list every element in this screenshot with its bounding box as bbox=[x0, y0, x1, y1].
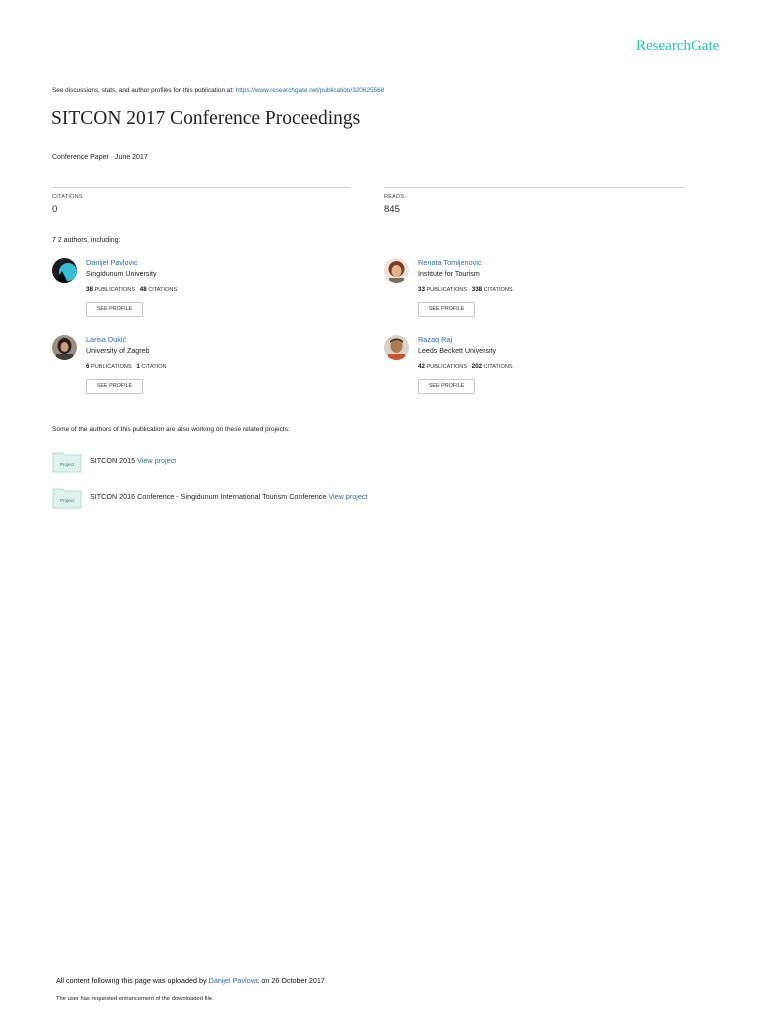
reads-divider bbox=[384, 187, 684, 188]
discussion-line bbox=[52, 87, 384, 94]
upload-note bbox=[56, 976, 327, 985]
author-stats bbox=[418, 286, 513, 293]
project-item bbox=[52, 451, 652, 475]
citations-label: CITATIONS bbox=[148, 287, 178, 293]
see-profile-button[interactable]: SEE PROFILE bbox=[86, 302, 143, 317]
citations-count: 338 bbox=[471, 286, 483, 293]
authors-heading: 7 2 authors, including: bbox=[52, 237, 121, 244]
author-institution: Leeds Beckett University bbox=[418, 347, 497, 355]
publications-count: 33 bbox=[418, 286, 425, 293]
author-stats bbox=[86, 363, 167, 370]
publications-count: 38 bbox=[86, 286, 93, 293]
citations-count: 202 bbox=[471, 363, 483, 370]
view-project-link[interactable]: View project bbox=[328, 492, 368, 501]
upload-prefix: All content following this page was uploaded by bbox=[56, 976, 207, 985]
publications-label: PUBLICATIONS bbox=[426, 364, 468, 370]
author-institution: Institute for Tourism bbox=[418, 270, 480, 278]
project-folder-icon bbox=[52, 451, 82, 473]
author-card bbox=[384, 335, 644, 397]
avatar[interactable] bbox=[52, 258, 77, 283]
citations-label: CITATION bbox=[141, 364, 167, 370]
project-item bbox=[52, 487, 652, 511]
citations-label: CITATIONS bbox=[483, 364, 513, 370]
avatar[interactable] bbox=[384, 335, 409, 360]
project-text bbox=[90, 456, 176, 465]
publication-link[interactable]: https://www.researchgate.net/publication/320625568 bbox=[235, 87, 385, 94]
publications-label: PUBLICATIONS bbox=[91, 364, 132, 370]
citations-count: 1 bbox=[136, 363, 140, 370]
uploader-link[interactable]: Danijel Pavlovic bbox=[208, 976, 260, 985]
project-folder-icon bbox=[52, 487, 82, 509]
avatar[interactable] bbox=[52, 335, 77, 360]
researchgate-logo[interactable]: ResearchGate bbox=[636, 38, 720, 54]
discussion-prefix: See discussions, stats, and author profiles for this publication at: bbox=[52, 87, 234, 94]
author-name[interactable]: Razaq Raj bbox=[418, 335, 453, 344]
citations-divider bbox=[52, 187, 350, 188]
author-stats bbox=[86, 286, 177, 293]
author-card bbox=[52, 258, 312, 320]
citations-count: 48 bbox=[139, 286, 147, 293]
publications-count: 42 bbox=[418, 363, 425, 370]
author-institution: University of Zagreb bbox=[86, 347, 150, 355]
project-icon-label: Project bbox=[59, 462, 75, 467]
citations-label: CITATIONS bbox=[52, 194, 83, 200]
see-profile-button[interactable]: SEE PROFILE bbox=[418, 302, 475, 317]
enhancement-note: The user has requested enhancement of the downloaded file. bbox=[56, 996, 214, 1002]
citations-label: CITATIONS bbox=[483, 287, 513, 293]
project-name: SITCON 2016 Conference - Singidunum International Tourism Conference bbox=[90, 492, 327, 501]
citations-count: 0 bbox=[52, 204, 58, 215]
publications-count: 6 bbox=[86, 363, 90, 370]
publications-label: PUBLICATIONS bbox=[94, 287, 136, 293]
reads-count: 845 bbox=[384, 204, 400, 215]
author-name[interactable]: Renata Tomljenovic bbox=[418, 258, 482, 267]
page-title: SITCON 2017 Conference Proceedings bbox=[51, 108, 361, 129]
author-institution: Singidunum University bbox=[86, 270, 157, 278]
see-profile-button[interactable]: SEE PROFILE bbox=[86, 379, 143, 394]
author-card bbox=[384, 258, 644, 320]
upload-suffix: on 26 October 2017. bbox=[261, 976, 327, 985]
author-name[interactable]: Larisa Dukić bbox=[86, 335, 127, 344]
author-stats bbox=[418, 363, 513, 370]
project-icon-label: Project bbox=[59, 498, 75, 503]
project-text bbox=[90, 492, 367, 501]
publications-label: PUBLICATIONS bbox=[426, 287, 468, 293]
author-card bbox=[52, 335, 312, 397]
view-project-link[interactable]: View project bbox=[137, 456, 177, 465]
author-name[interactable]: Danijel Pavlovic bbox=[86, 258, 138, 267]
related-projects-heading: Some of the authors of this publication are also working on these related projects: bbox=[52, 426, 290, 433]
project-name: SITCON 2015 bbox=[90, 456, 136, 465]
see-profile-button[interactable]: SEE PROFILE bbox=[418, 379, 475, 394]
reads-label: READS bbox=[384, 194, 405, 200]
publication-meta: Conference Paper · June 2017 bbox=[52, 154, 148, 161]
avatar[interactable] bbox=[384, 258, 409, 283]
